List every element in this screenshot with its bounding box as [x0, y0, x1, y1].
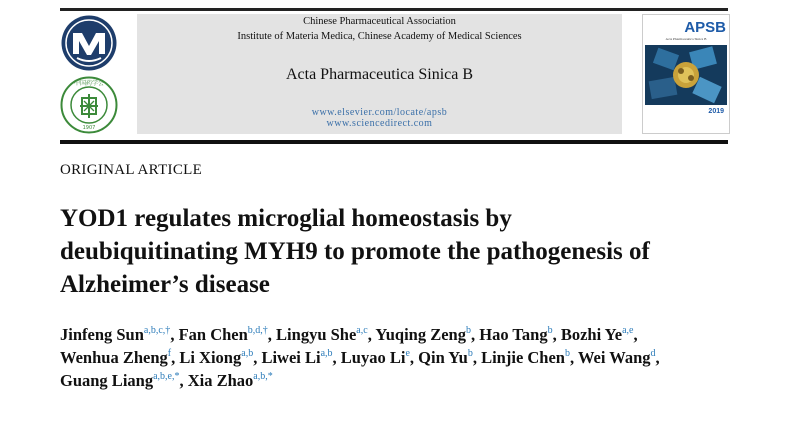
author-name[interactable]: Liwei Li: [261, 348, 321, 367]
journal-banner: [137, 14, 622, 134]
journal-cover: [642, 14, 730, 134]
cover-brand: APSB: [684, 19, 726, 36]
cpa-logo-icon: [60, 14, 118, 72]
author-affiliation[interactable]: a,b: [241, 348, 254, 359]
author-name[interactable]: Wei Wang: [577, 348, 651, 367]
cover-subtitle: Acta Pharmaceutica Sinica B: [665, 37, 707, 41]
author-name[interactable]: Luyao Li: [340, 348, 406, 367]
author-affiliation[interactable]: a,b,c,†: [143, 325, 171, 336]
author-name[interactable]: Jinfeng Sun: [60, 325, 144, 344]
author-affiliation[interactable]: b,d,†: [247, 325, 268, 336]
author-affiliation[interactable]: e: [405, 348, 410, 359]
publisher-line-1: Chinese Pharmaceutical Association: [303, 16, 456, 27]
author-affiliation[interactable]: a,c: [356, 325, 368, 336]
author-affiliation[interactable]: b: [465, 325, 471, 336]
author-name[interactable]: Yuqing Zeng: [375, 325, 466, 344]
sciencedirect-link[interactable]: www.sciencedirect.com: [326, 118, 433, 129]
publisher-line-2: Institute of Materia Medica, Chinese Academy of Medical Sciences: [237, 31, 522, 42]
cover-year: 2019: [708, 108, 724, 115]
author-affiliation[interactable]: a,e: [622, 325, 634, 336]
svg-text:1907: 1907: [82, 125, 96, 131]
author-name[interactable]: Wenhua Zheng: [60, 348, 168, 367]
author-affiliation[interactable]: a,b,*: [253, 371, 273, 382]
author-name[interactable]: Guang Liang: [60, 371, 154, 390]
author-affiliation[interactable]: d: [650, 348, 656, 359]
author-affiliation[interactable]: b: [547, 325, 553, 336]
author-name[interactable]: Hao Tang: [479, 325, 548, 344]
author-name[interactable]: Li Xiong: [179, 348, 242, 367]
header-top-rule: [60, 8, 728, 11]
author-affiliation[interactable]: b: [467, 348, 473, 359]
header-bottom-rule: [60, 140, 728, 144]
author-name[interactable]: Linjie Chen: [481, 348, 565, 367]
author-name[interactable]: Fan Chen: [178, 325, 248, 344]
author-affiliation[interactable]: a,b: [320, 348, 333, 359]
journal-title: Acta Pharmaceutica Sinica B: [285, 66, 474, 83]
article-section-label: ORIGINAL ARTICLE: [60, 162, 203, 178]
author-affiliation[interactable]: a,b,e,*: [153, 371, 180, 382]
author-name[interactable]: Xia Zhao: [187, 371, 254, 390]
author-name[interactable]: Qin Yu: [418, 348, 468, 367]
elsevier-link[interactable]: www.elsevier.com/locate/apsb: [311, 107, 448, 118]
immcams-logo-icon: [60, 76, 118, 134]
cover-image: [645, 45, 727, 105]
author-affiliation[interactable]: b: [564, 348, 570, 359]
author-name[interactable]: Lingyu She: [276, 325, 357, 344]
svg-text:中国药学会: 中国药学会: [73, 80, 105, 87]
author-name[interactable]: Bozhi Ye: [560, 325, 623, 344]
article-title: YOD1 regulates microglial homeostasis by deubiquitinating MYH9 to promote the pathogenesis of Alzheimer’s disease: [60, 205, 650, 298]
author-list: Jinfeng Sun$^{a,b,c,\dagger}$, Fan Chen$^{b,d,\dagger}$, Lingyu She$^{a,c}$, Yuqing Zeng$^b$, Hao Tang$^b$, Bozhi Ye$^{a,e}$, Wenhua Zheng$^f$, Li Xiong$^{a,b}$, Liwei Li$^{a,b}$, Luyao Li$^e$, Qin Yu$^b$, Linjie Chen$^b$, Wei Wang$^d$, Guang Liang$^{a,b,e,*}$, Xia Zhao$^{a,b,*}$: [60, 325, 660, 390]
author-affiliation[interactable]: f: [167, 348, 172, 359]
